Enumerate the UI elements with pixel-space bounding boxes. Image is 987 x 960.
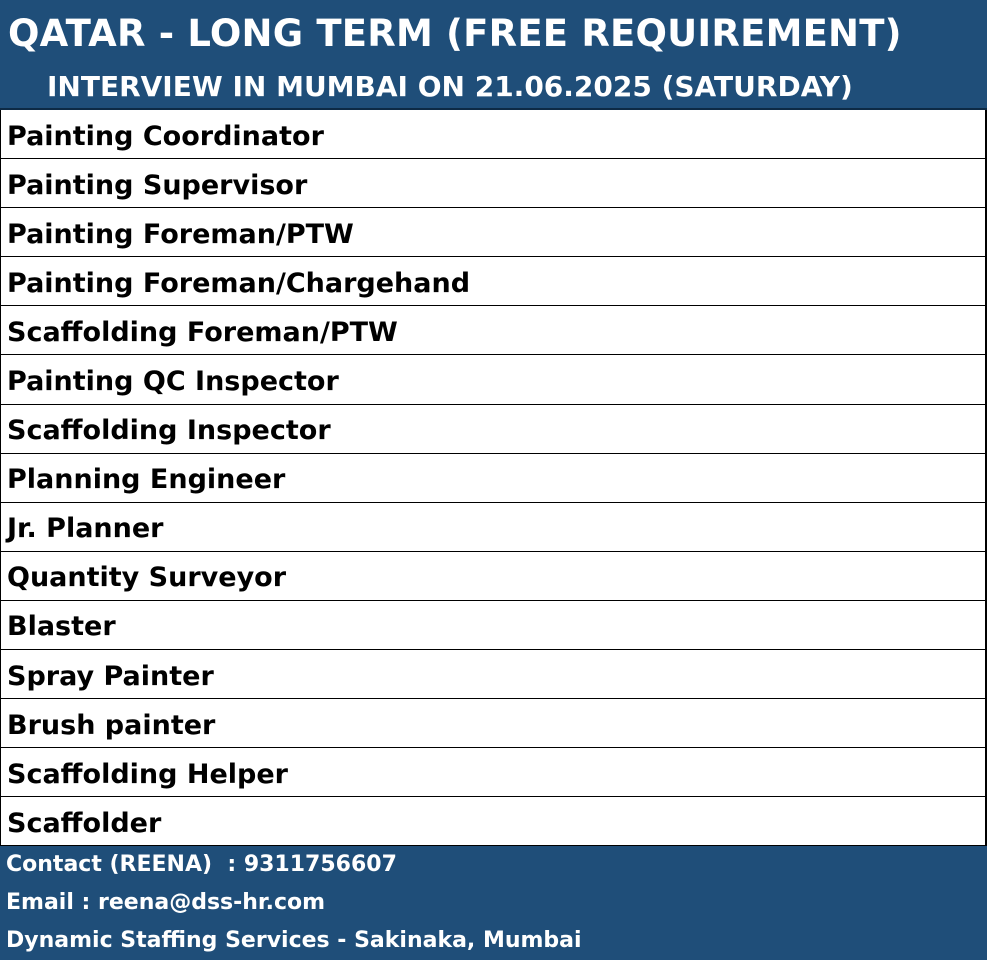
position-label: Scaffolding Foreman/PTW	[7, 316, 398, 348]
list-item	[1, 110, 985, 159]
position-label: Painting QC Inspector	[7, 366, 339, 398]
list-item	[1, 650, 985, 699]
interview-details: INTERVIEW IN MUMBAI ON 21.06.2025 (SATURDAY)	[47, 70, 853, 103]
position-label: Painting Foreman/PTW	[7, 218, 354, 250]
list-item	[1, 503, 985, 552]
position-label: Jr. Planner	[7, 513, 164, 545]
list-item	[1, 748, 985, 797]
position-label: Scaffolder	[7, 807, 162, 839]
list-item	[1, 208, 985, 257]
position-label: Painting Supervisor	[7, 169, 308, 201]
list-item	[1, 306, 985, 355]
list-item	[1, 552, 985, 601]
notice-header	[0, 0, 987, 110]
list-item	[1, 454, 985, 503]
list-item	[1, 405, 985, 454]
list-item	[1, 601, 985, 650]
list-item	[1, 257, 985, 306]
position-label: Painting Coordinator	[7, 120, 324, 152]
list-item	[1, 797, 985, 846]
position-label: Scaffolding Inspector	[7, 415, 331, 447]
position-label: Brush painter	[7, 709, 216, 741]
list-item	[1, 159, 985, 208]
company-name: Dynamic Staffing Services - Sakinaka, Mumbai	[6, 928, 582, 953]
position-label: Spray Painter	[7, 660, 214, 692]
contact-footer	[0, 846, 987, 960]
position-label: Quantity Surveyor	[7, 562, 287, 594]
contact-email: Email : reena@dss-hr.com	[6, 890, 326, 915]
notice-title: QATAR - LONG TERM (FREE REQUIREMENT)	[8, 12, 902, 55]
positions-list	[0, 110, 987, 846]
position-label: Blaster	[7, 611, 116, 643]
position-label: Painting Foreman/Chargehand	[7, 267, 471, 299]
position-label: Planning Engineer	[7, 464, 286, 496]
list-item	[1, 699, 985, 748]
contact-phone: Contact (REENA) : 9311756607	[6, 852, 397, 877]
position-label: Scaffolding Helper	[7, 758, 288, 790]
list-item	[1, 355, 985, 404]
